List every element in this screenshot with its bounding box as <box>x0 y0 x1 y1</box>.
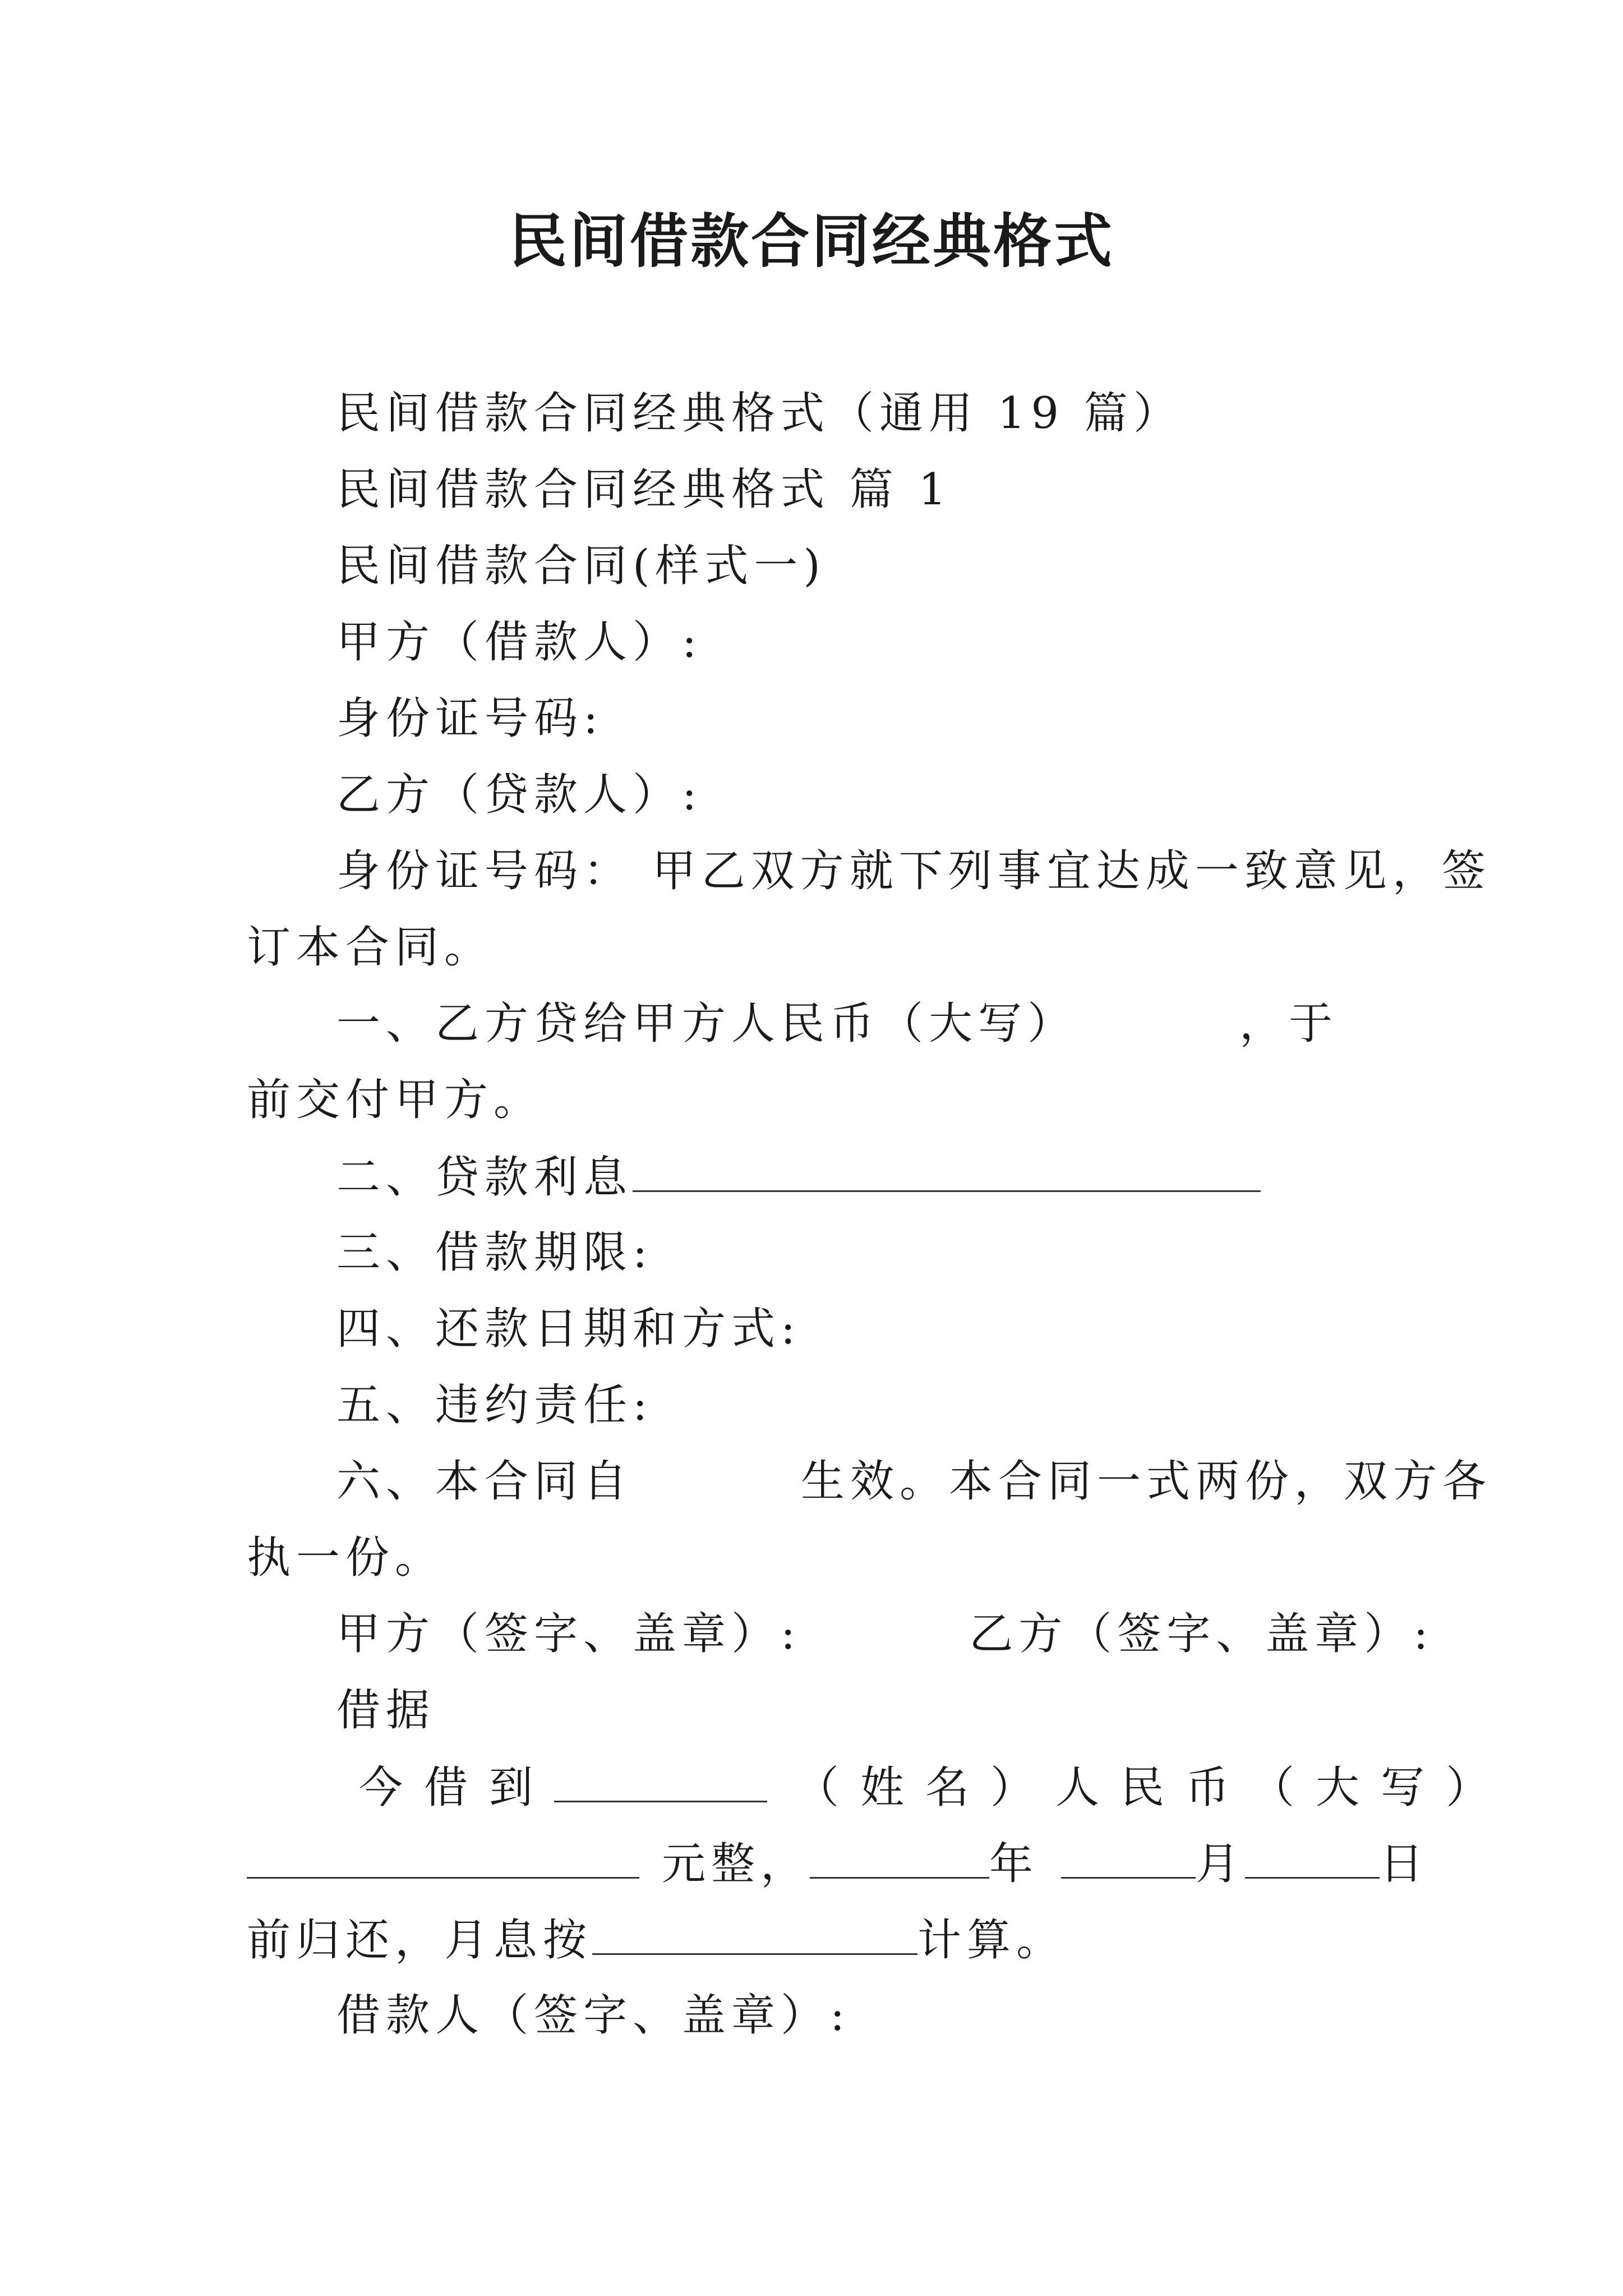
clause-4: 四、还款日期和方式: <box>336 1304 801 1354</box>
document-title: 民间借款合同经典格式 <box>508 206 1114 275</box>
signature-line <box>336 1603 1434 1665</box>
iou-line-2 <box>247 1832 1429 1895</box>
party-a-signature: 甲方（签字、盖章）: <box>336 1609 801 1659</box>
party-a-label: 甲方（借款人）: <box>336 617 703 668</box>
clause-6-text-b: 生效。本合同一式两份，双方各 <box>801 1456 1492 1507</box>
agreement-line-cont: 订本合同。 <box>247 922 494 973</box>
clause-6-cont: 执一份。 <box>247 1533 445 1583</box>
agreement-line: 身份证号码： 甲乙双方就下列事宜达成一致意见，签 <box>336 846 1491 896</box>
clause-2 <box>336 1145 1261 1208</box>
iou-year: 年 <box>989 1839 1039 1889</box>
iou-line-3 <box>247 1908 1066 1971</box>
blank-line <box>633 1145 1261 1192</box>
subtitle-line: 民间借款合同经典格式（通用 19 篇） <box>336 388 1183 439</box>
blank-line <box>554 1756 767 1802</box>
iou-day: 日 <box>1380 1839 1430 1889</box>
borrower-signature: 借款人（签字、盖章）: <box>336 1990 851 2041</box>
clause-6-text: 六、本合同自 <box>336 1456 633 1507</box>
clause-3: 三、借款期限: <box>336 1227 653 1278</box>
iou-line-1 <box>359 1756 1511 1819</box>
clause-5: 五、违约责任: <box>336 1380 653 1430</box>
blank-line <box>592 1908 917 1955</box>
clause-1-cont: 前交付甲方。 <box>247 1075 543 1125</box>
section-heading: 民间借款合同经典格式 篇 1 <box>336 464 952 515</box>
iou-text-b: （姓名）人民币（大写） <box>795 1763 1511 1813</box>
id-number-label: 身份证号码: <box>336 693 604 744</box>
clause-6 <box>336 1451 1492 1512</box>
iou-heading: 借据 <box>336 1685 436 1736</box>
party-b-signature: 乙方（签字、盖章）: <box>969 1609 1434 1659</box>
blank-line <box>1245 1832 1380 1879</box>
clause-1-text-b: ，于 <box>1239 999 1339 1049</box>
clause-1 <box>336 993 1338 1055</box>
contract-heading: 民间借款合同(样式一) <box>336 541 826 591</box>
iou-text-d: 前归还，月息按 <box>247 1915 593 1966</box>
iou-text-e: 计算。 <box>917 1915 1066 1966</box>
blank-line <box>810 1832 989 1879</box>
clause-1-text: 一、乙方贷给甲方人民币（大写） <box>336 999 1077 1049</box>
blank-line <box>247 1832 639 1879</box>
clause-2-text: 二、贷款利息 <box>336 1152 633 1203</box>
iou-text-c: 元整， <box>662 1839 810 1889</box>
iou-text-a: 今借到 <box>359 1763 555 1813</box>
blank-line <box>1061 1832 1196 1879</box>
party-b-label: 乙方（贷款人）: <box>336 770 703 820</box>
iou-month: 月 <box>1196 1839 1246 1889</box>
